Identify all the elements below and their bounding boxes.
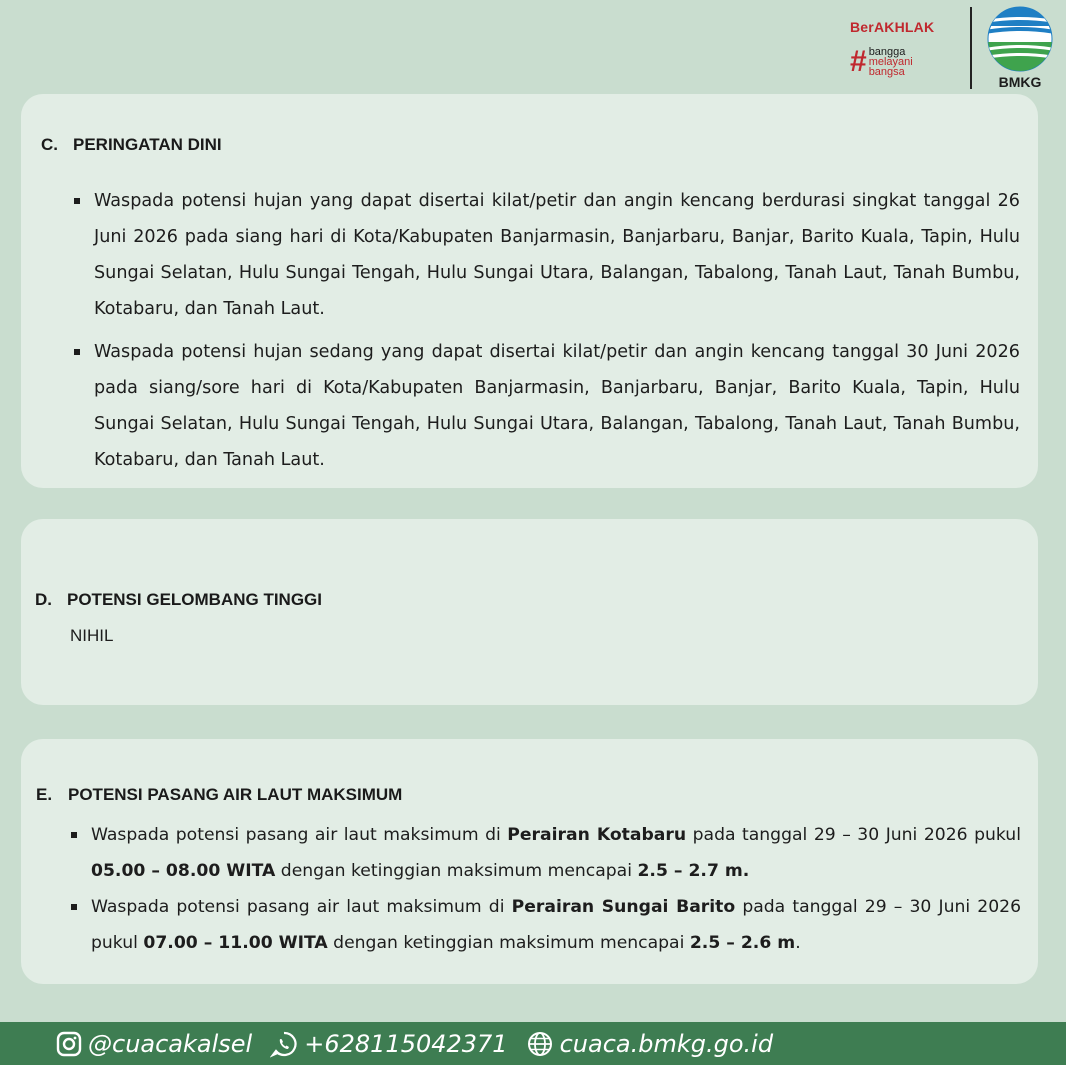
section-e-letter: E. — [36, 785, 53, 804]
text: Waspada potensi pasang air laut maksimum di — [91, 897, 512, 917]
logo-divider — [970, 7, 972, 89]
header-logos — [850, 2, 1056, 94]
berakhlak-brand: BerAKHLAK — [850, 19, 935, 35]
section-pasang-air-laut — [21, 739, 1038, 984]
section-peringatan-dini — [21, 94, 1038, 488]
footer-contacts — [0, 1022, 1066, 1065]
section-c-title: PERINGATAN DINI — [73, 135, 222, 154]
text: dengan ketinggian maksimum mencapai — [327, 933, 690, 953]
text: . — [795, 933, 801, 953]
whatsapp-icon — [270, 1030, 298, 1058]
text: dengan ketinggian maksimum mencapai — [275, 861, 638, 881]
section-d-letter: D. — [35, 590, 52, 609]
hashtag-word-2: melayani — [868, 56, 913, 68]
location: Perairan Sungai Barito — [511, 897, 736, 917]
bmkg-label: BMKG — [998, 74, 1042, 90]
instagram-contact[interactable] — [56, 1030, 252, 1058]
instagram-icon — [56, 1031, 82, 1057]
section-e-list — [71, 817, 1021, 961]
section-e-heading — [36, 785, 402, 805]
bmkg-logo — [984, 6, 1056, 90]
hashtag-logo — [850, 47, 958, 77]
section-e-title: POTENSI PASANG AIR LAUT MAKSIMUM — [68, 785, 403, 804]
globe-icon — [526, 1030, 554, 1058]
text: pada tanggal 29 – 30 Juni 2026 pukul — [91, 897, 1021, 953]
section-c-letter: C. — [41, 135, 58, 154]
hashtag-symbol: # — [850, 45, 867, 78]
section-c-heading — [41, 135, 222, 155]
time-range: 05.00 – 08.00 WITA — [91, 861, 276, 881]
section-d-value: NIHIL — [70, 626, 114, 645]
list-item — [71, 889, 1021, 961]
berakhlak-logo — [850, 19, 958, 77]
section-gelombang-tinggi — [21, 519, 1038, 705]
whatsapp-contact[interactable] — [270, 1030, 507, 1058]
list-item: Waspada potensi hujan sedang yang dapat disertai kilat/petir dan angin kencang tanggal 30 Juni 2026 pada siang/sore hari di Kota/Kabupaten Banjarmasin, Banjarbaru, Banjar, Barito Kuala, Tapin, Hulu Sungai Selatan, Hulu Sungai Tengah, Hulu Sungai Utara, Balangan, Tabalong, Tanah Laut, Tanah Bumbu, Kotabaru, dan Tanah Laut. — [74, 334, 1020, 478]
website-url[interactable]: cuaca.bmkg.go.id — [559, 1029, 774, 1058]
location: Perairan Kotabaru — [507, 825, 687, 845]
section-d-heading — [35, 590, 322, 610]
website-contact[interactable] — [526, 1030, 773, 1058]
instagram-handle[interactable]: @cuacakalsel — [88, 1029, 253, 1058]
whatsapp-number[interactable]: +628115042371 — [304, 1029, 508, 1058]
berakhlak-tagline-graphic — [850, 35, 958, 45]
hashtag-word-3: bangsa — [868, 66, 905, 78]
text: Waspada potensi pasang air laut maksimum di — [91, 825, 508, 845]
list-item: Waspada potensi hujan yang dapat disertai kilat/petir dan angin kencang berdurasi singkat tanggal 26 Juni 2026 pada siang hari di Kota/Kabupaten Banjarmasin, Banjarbaru, Banjar, Barito Kuala, Tapin, Hulu Sungai Selatan, Hulu Sungai Tengah, Hulu Sungai Utara, Balangan, Tabalong, Tanah Laut, Tanah Bumbu, Kotabaru, dan Tanah Laut. — [74, 183, 1020, 327]
bmkg-emblem-icon — [985, 6, 1055, 72]
hashtag-word-1: bangga — [868, 46, 906, 58]
section-c-list — [74, 183, 1020, 485]
height-range: 2.5 – 2.6 m — [689, 933, 796, 953]
time-range: 07.00 – 11.00 WITA — [143, 933, 328, 953]
list-item — [71, 817, 1021, 889]
text: pada tanggal 29 – 30 Juni 2026 pukul — [686, 825, 1021, 845]
section-d-title: POTENSI GELOMBANG TINGGI — [67, 590, 323, 609]
height-range: 2.5 – 2.7 m. — [637, 861, 750, 881]
